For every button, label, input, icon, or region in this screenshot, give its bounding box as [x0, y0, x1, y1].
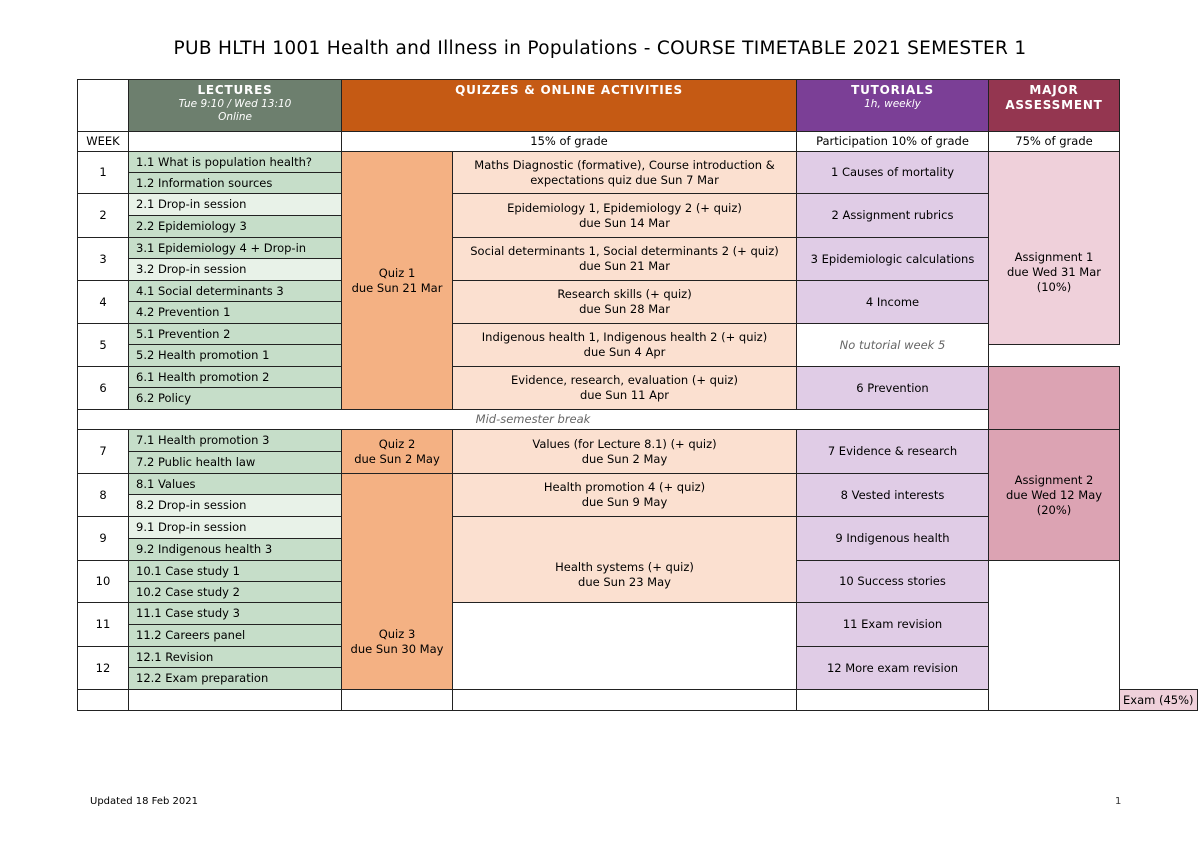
quiz-1	[342, 152, 453, 410]
lecture-item: 3.1 Epidemiology 4 + Drop-in	[129, 238, 342, 259]
activity-line: due Sun 28 Mar	[579, 302, 670, 316]
lecture-item: 2.1 Drop-in session	[129, 194, 342, 216]
lectures-header-mode: Online	[218, 111, 252, 123]
lecture-item: 6.2 Policy	[129, 388, 342, 410]
exam: Exam (45%)	[1120, 690, 1198, 711]
quiz-2-due: due Sun 2 May	[354, 451, 440, 466]
activity-week-1	[453, 152, 797, 194]
activity-line: Evidence, research, evaluation (+ quiz)	[511, 373, 738, 387]
activity-line: Health systems (+ quiz)	[555, 559, 694, 574]
quiz-1-name: Quiz 1	[378, 265, 416, 280]
assignment-2-name: Assignment 2	[1014, 472, 1094, 487]
activity-line: Research skills (+ quiz)	[557, 287, 692, 301]
tutorial-item: 11 Exam revision	[797, 603, 989, 647]
lecture-item: 1.1 What is population health?	[129, 152, 342, 173]
lectures-header	[129, 80, 342, 132]
tutorials-header-title: TUTORIALS	[851, 83, 934, 97]
quiz-3	[342, 474, 453, 690]
assignment-1-weight: (10%)	[1036, 279, 1072, 294]
tutorial-item: 6 Prevention	[797, 367, 989, 410]
empty-cell	[129, 690, 342, 711]
week-number: 7	[78, 430, 129, 474]
lecture-item: 4.2 Prevention 1	[129, 302, 342, 324]
week-number: 5	[78, 324, 129, 367]
lecture-item: 9.2 Indigenous health 3	[129, 539, 342, 561]
tutorial-item: No tutorial week 5	[797, 324, 989, 367]
major-filler	[989, 367, 1120, 430]
activity-empty	[453, 603, 797, 690]
activity-week-6	[453, 367, 797, 410]
lecture-item: 8.1 Values	[129, 474, 342, 495]
week-number: 6	[78, 367, 129, 410]
lecture-item: 5.1 Prevention 2	[129, 324, 342, 345]
activity-week-2	[453, 194, 797, 238]
tutorials-grade: Participation 10% of grade	[797, 132, 989, 152]
lecture-item: 11.1 Case study 3	[129, 603, 342, 625]
activity-line: due Sun 23 May	[578, 574, 671, 589]
lecture-item: 3.2 Drop-in session	[129, 259, 342, 281]
activity-week-5	[453, 324, 797, 367]
tutorial-item: 7 Evidence & research	[797, 430, 989, 474]
week-number: 12	[78, 647, 129, 690]
activity-line: Social determinants 1, Social determinants 2 (+ quiz)	[470, 244, 779, 258]
activity-line: due Sun 14 Mar	[579, 215, 670, 230]
activity-week-4	[453, 281, 797, 324]
quiz-2-name: Quiz 2	[378, 436, 416, 451]
major-header	[989, 80, 1120, 132]
lecture-item: 12.2 Exam preparation	[129, 668, 342, 690]
tutorial-item: 4 Income	[797, 281, 989, 324]
lecture-item: 5.2 Health promotion 1	[129, 345, 342, 367]
tutorial-item: 8 Vested interests	[797, 474, 989, 517]
empty-cell	[78, 690, 129, 711]
quiz-3-due: due Sun 30 May	[350, 641, 444, 656]
activity-line: due Sun 2 May	[581, 451, 668, 466]
week-number: 10	[78, 561, 129, 603]
empty-cell	[797, 690, 989, 711]
corner-cell	[78, 80, 129, 132]
page-title: PUB HLTH 1001 Health and Illness in Populations - COURSE TIMETABLE 2021 SEMESTER 1	[173, 38, 1027, 59]
lecture-item: 2.2 Epidemiology 3	[129, 216, 342, 238]
lecture-item: 4.1 Social determinants 3	[129, 281, 342, 302]
week-label: WEEK	[78, 132, 129, 152]
lecture-item: 10.2 Case study 2	[129, 582, 342, 603]
assignment-2-weight: (20%)	[1036, 502, 1072, 517]
activity-week-9	[453, 517, 797, 603]
lecture-item: 9.1 Drop-in session	[129, 517, 342, 539]
tutorial-item: 10 Success stories	[797, 561, 989, 603]
activity-week-3	[453, 238, 797, 281]
lecture-item: 6.1 Health promotion 2	[129, 367, 342, 388]
assignment-2-due: due Wed 12 May	[1005, 487, 1103, 502]
activity-week-8	[453, 474, 797, 517]
tutorial-item: 3 Epidemiologic calculations	[797, 238, 989, 281]
activity-line: due Sun 21 Mar	[579, 259, 670, 273]
activity-line: Values (for Lecture 8.1) (+ quiz)	[532, 436, 717, 451]
empty-cell	[342, 690, 453, 711]
lecture-item: 1.2 Information sources	[129, 173, 342, 194]
tutorial-item: 1 Causes of mortality	[797, 152, 989, 194]
lecture-item: 7.2 Public health law	[129, 452, 342, 474]
quizzes-header	[342, 80, 797, 132]
lectures-header-title: LECTURES	[197, 83, 273, 97]
lecture-item: 8.2 Drop-in session	[129, 495, 342, 517]
activity-week-7	[453, 430, 797, 474]
week-number: 8	[78, 474, 129, 517]
assignment-1-name: Assignment 1	[1014, 249, 1094, 264]
assignment-2	[989, 430, 1120, 561]
quiz-1-due: due Sun 21 Mar	[351, 280, 443, 295]
empty-cell	[453, 690, 797, 711]
major-grade: 75% of grade	[989, 132, 1120, 152]
activity-line: due Sun 11 Apr	[579, 388, 670, 402]
lecture-item: 10.1 Case study 1	[129, 561, 342, 582]
page-number: 1	[1115, 796, 1122, 807]
assignment-1-due: due Wed 31 Mar	[1006, 264, 1102, 279]
major-empty	[989, 561, 1120, 711]
activity-line: Indigenous health 1, Indigenous health 2 (+ quiz)	[481, 330, 768, 344]
quiz-2	[342, 430, 453, 474]
lectures-grade-cell	[129, 132, 342, 152]
mid-semester-break: Mid-semester break	[78, 410, 989, 430]
quizzes-grade: 15% of grade	[342, 132, 797, 152]
tutorial-item: 2 Assignment rubrics	[797, 194, 989, 238]
assignment-1	[989, 152, 1120, 345]
quizzes-header-title: QUIZZES & ONLINE ACTIVITIES	[455, 83, 683, 97]
tutorial-item: 9 Indigenous health	[797, 517, 989, 561]
activity-line: due Sun 4 Apr	[583, 345, 666, 359]
major-header-title: MAJOR ASSESSMENT	[1005, 83, 1103, 112]
quiz-3-name: Quiz 3	[378, 626, 416, 641]
footer-updated: Updated 18 Feb 2021	[90, 796, 198, 807]
week-number: 3	[78, 238, 129, 281]
activity-line: Epidemiology 1, Epidemiology 2 (+ quiz)	[507, 200, 742, 215]
activity-line: Health promotion 4 (+ quiz)	[543, 480, 706, 494]
week-number: 1	[78, 152, 129, 194]
tutorials-header-sub: 1h, weekly	[864, 98, 921, 110]
week-number: 11	[78, 603, 129, 647]
lectures-header-times: Tue 9:10 / Wed 13:10	[178, 98, 292, 110]
week-number: 4	[78, 281, 129, 324]
week-number: 2	[78, 194, 129, 238]
course-timetable	[77, 79, 1198, 711]
lecture-item: 7.1 Health promotion 3	[129, 430, 342, 452]
lecture-item: 12.1 Revision	[129, 647, 342, 668]
activity-line: expectations quiz due Sun 7 Mar	[530, 172, 719, 187]
activity-line: Maths Diagnostic (formative), Course introduction &	[474, 157, 775, 172]
tutorials-header	[797, 80, 989, 132]
activity-line: due Sun 9 May	[581, 495, 668, 509]
lecture-item: 11.2 Careers panel	[129, 625, 342, 647]
week-number: 9	[78, 517, 129, 561]
tutorial-item: 12 More exam revision	[797, 647, 989, 690]
